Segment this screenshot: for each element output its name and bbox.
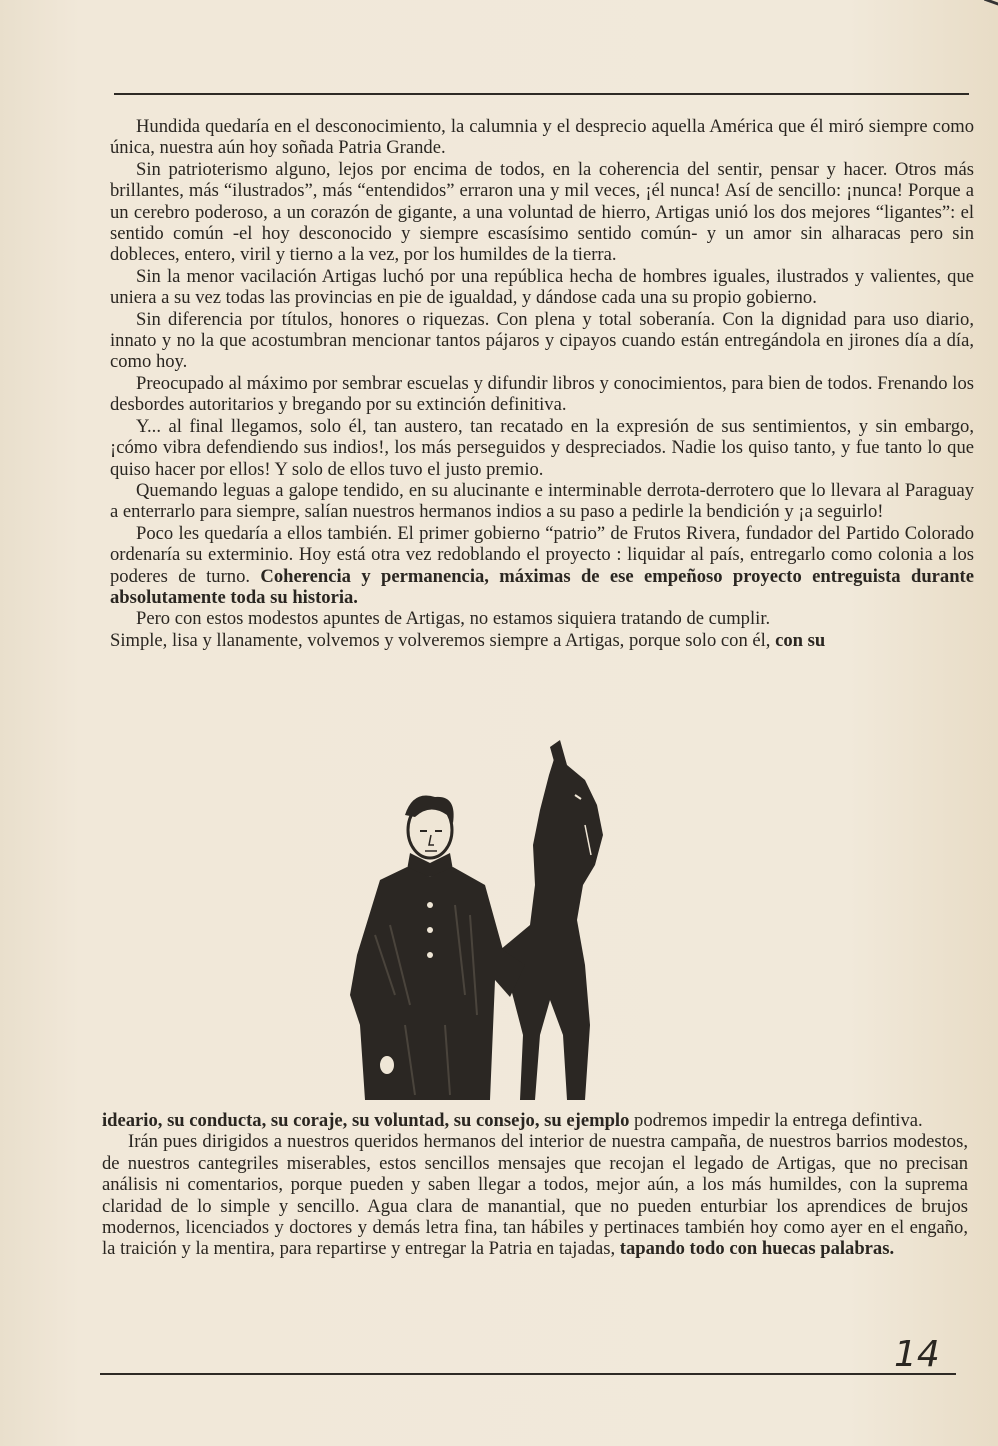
man-with-horse-engraving-icon: [335, 735, 615, 1103]
paragraph-ideario-plain: podremos impedir la entrega defintiva.: [629, 1110, 923, 1131]
paragraph: Quemando leguas a galope tendido, en su alucinante e interminable derrota-derrotero que lo llevara al Paraguay a enterrarlo para siempre, salían nuestros hermanos indios a su paso a pedirle la bendición y ¡a seguirlo!: [110, 479, 974, 523]
paragraph-final-plain: Irán pues dirigidos a nuestros queridos hermanos del interior de nuestra campaña, de nuestros barrios modestos, de nuestros cantegriles miserables, estos sencillos mensajes que recojan el legado de Artigas, que no precisan análisis ni comentarios, porque pueden y saben llegar a todos, mejor aún, a los más humildes, con la suprema claridad de lo simple y sencillo. Agua clara de manantial, que no pueden enturbiar los aprendices de brujos modernos, licenciados y doctores y demás letra fina, tan hábiles y pertinaces también hoy como ayer en el engaño, la traición y la mentira, para repartirse y entregar la Patria en tajadas,: [102, 1131, 968, 1260]
body-text-top: [110, 116, 974, 651]
paragraph-rivera-plain: Poco les quedaría a ellos también. El primer gobierno “patrio” de Frutos Rivera, fundador del Partido Colorado ordenaría su exterminio. Hoy está otra vez redoblando el proyecto : liquidar al país, entregarlo como colonia a los poderes de turno.: [110, 522, 974, 587]
paragraph-ideario-bold: ideario, su conducta, su coraje, su voluntad, su consejo, su ejemplo: [102, 1110, 630, 1131]
paragraph: Y... al final llegamos, solo él, tan austero, tan recatado en la expresión de sus sentimientos, y sin embargo, ¡cómo vibra defendiendo sus indios!, los más perseguidos y despreciados. Nadie los quiso tanto, y fue tanto lo que quiso hacer por ellos! Y solo de ellos tuvo el justo premio.: [110, 415, 974, 480]
paragraph: Hundida quedaría en el desconocimiento, la calumnia y el desprecio aquella América que él miró siempre como única, nuestra aún hoy soñada Patria Grande.: [110, 116, 974, 159]
paragraph: Sin diferencia por títulos, honores o riquezas. Con plena y total soberanía. Con la dignidad para uso diario, innato y no la que acostumbran mencionar tantos pájaros y cipayos cuando están entregándola en jirones día a día, como hoy.: [110, 308, 974, 373]
corner-mark: [984, 0, 998, 16]
paragraph-ideario: [102, 1110, 968, 1131]
paragraph-apuntes: Pero con estos modestos apuntes de Artigas, no estamos siquiera tratando de cumplir.: [136, 608, 771, 630]
paragraph: Sin patrioterismo alguno, lejos por encima de todos, en la coherencia del sentir, pensar y hacer. Otros más brillantes, más “ilustrados”, más “entendidos” erraron una y mil veces, ¡él nunca! Así de sencillo: ¡nunca! Porque a un cerebro poderoso, a un corazón de gigante, a una voluntad de hierro, Artigas unió los dos mejores “ligantes”: el sentido común -el hoy desconocido y siempre escasísimo sentido común- y un amor sin alharacas pero sin dobleces, entero, viril y tierno a la vez, por los humildes de la tierra.: [110, 158, 974, 266]
paragraph-simple-plain: Simple, lisa y llanamente, volvemos y volveremos siempre a Artigas, porque solo con él,: [110, 629, 776, 651]
paragraph-final: [102, 1131, 968, 1259]
body-text-bottom: [102, 1110, 968, 1260]
top-rule: [114, 93, 969, 95]
bottom-rule: [100, 1373, 956, 1375]
paragraph-rivera: [110, 523, 974, 609]
page-number: 14: [894, 1334, 940, 1375]
paragraph-rivera-bold: Coherencia y permanencia, máximas de ese empeñoso proyecto entreguista durante absolutamente toda su historia.: [110, 565, 974, 608]
paragraph: Sin la menor vacilación Artigas luchó por una república hecha de hombres iguales, ilustrados y valientes, que uniera a su vez todas las provincias en pie de igualdad, y dándose cada una su propio gobierno.: [110, 265, 974, 309]
paragraph: Preocupado al máximo por sembrar escuelas y difundir libros y conocimientos, para bien de todos. Frenando los desbordes autoritarios y bregando por su extinción definitiva.: [110, 372, 974, 416]
paragraph-simple: [110, 630, 974, 651]
paragraph-simple-bold: con su: [775, 629, 826, 651]
paragraph-final-bold: tapando todo con huecas palabras.: [619, 1238, 895, 1260]
